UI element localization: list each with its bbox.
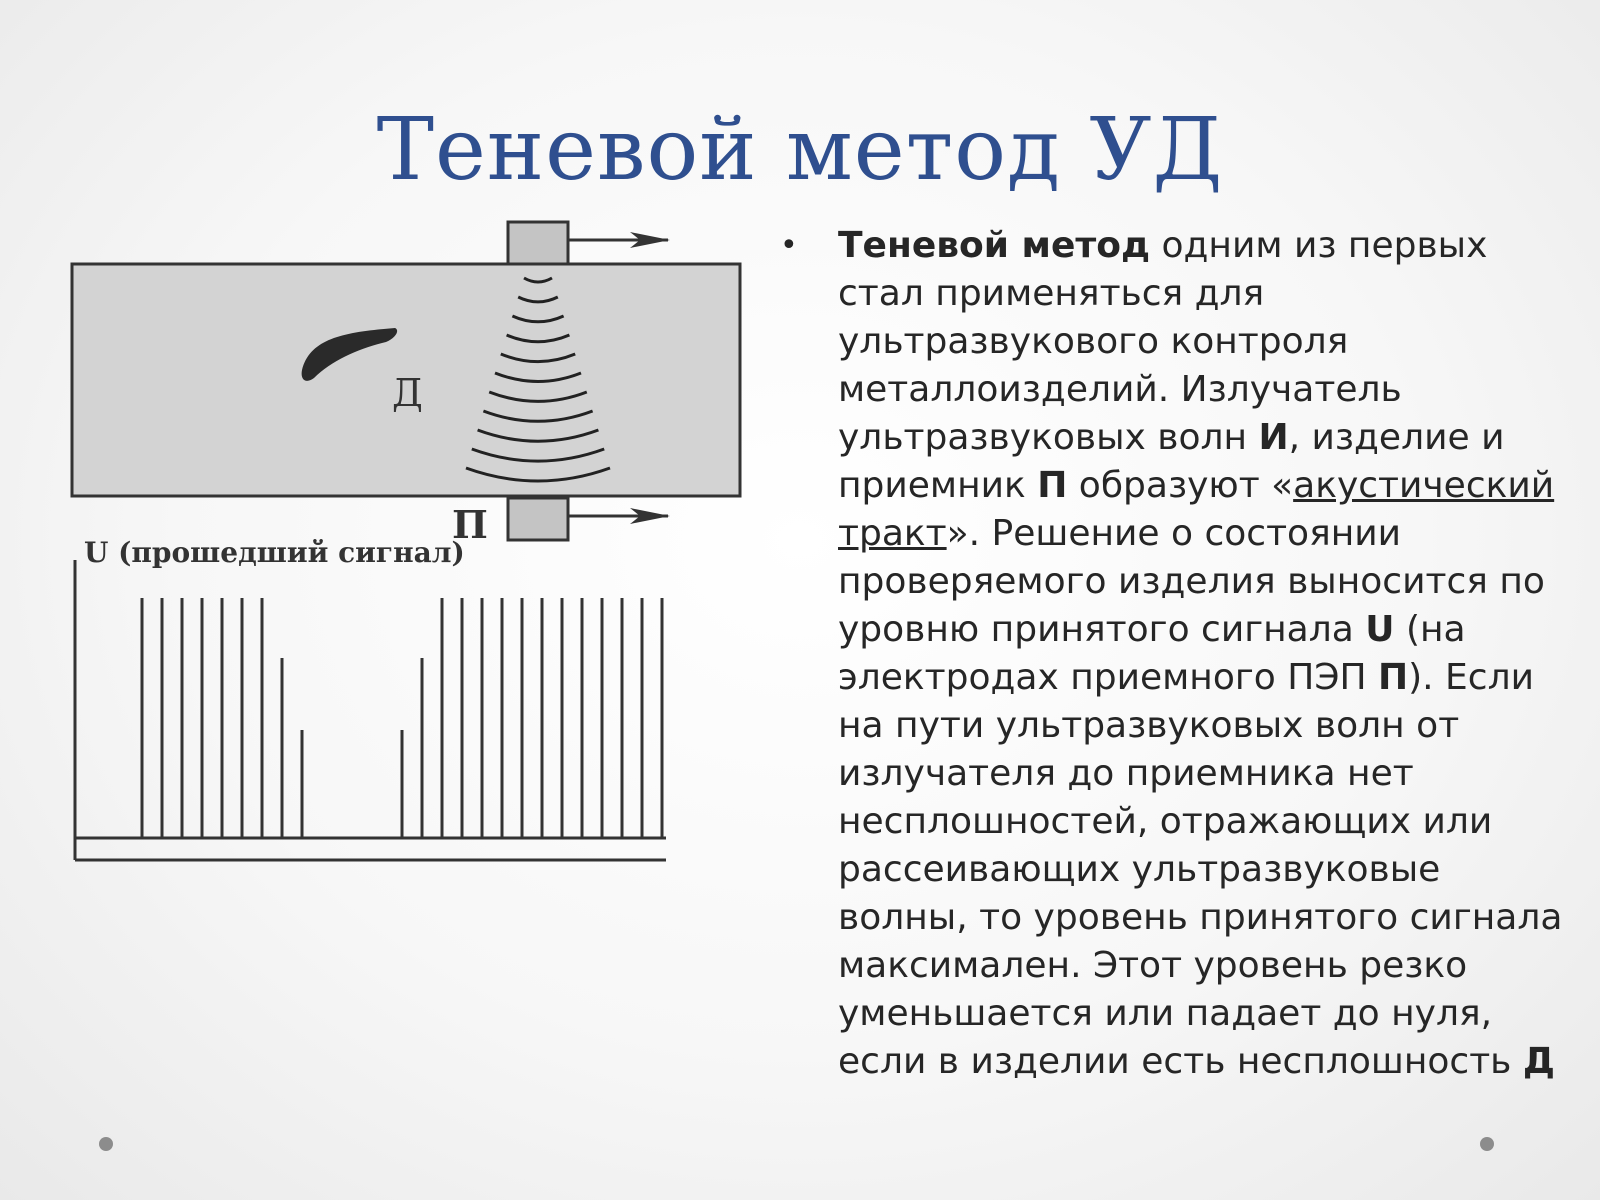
slide-title: Теневой метод УД (376, 100, 1224, 200)
text-part-1: одним из первых стал применяться для ультразвукового контроля металлоизделий. Излучатель ультразвуковых волн (838, 225, 1488, 458)
text-part-3: образуют « (1067, 465, 1294, 506)
term-receiver: П (1037, 465, 1068, 506)
description-block (780, 222, 1580, 1086)
term-emitter: И (1258, 417, 1289, 458)
receiver-label: П (452, 502, 488, 547)
slide-dot-left (99, 1137, 113, 1151)
slide-dot-right (1480, 1137, 1494, 1151)
signal-pulses (142, 598, 662, 838)
term-signal-u: U (1365, 609, 1395, 650)
term-receiver-2: П (1377, 657, 1409, 698)
diagram-svg (70, 220, 760, 880)
defect-label: Д (392, 371, 423, 415)
receiver-transducer (508, 498, 568, 540)
bullet-item (780, 222, 1580, 1086)
emitter-transducer (508, 222, 568, 264)
text-part-2: , изделие и приемник (838, 417, 1505, 506)
term-acoustic-path: акустический тракт (838, 465, 1555, 554)
term-defect: Д (1522, 1041, 1555, 1082)
text-part-6: ). Если на пути ультразвуковых волн от излучателя до приемника нет несплошностей, отражающих или рассеивающих ультразвуковые волны, то уровень принятого сигнала максимален. Этот уровень резко уменьшается или падает до нуля, если в изделии есть несплошность (838, 657, 1563, 1082)
shadow-method-diagram (70, 220, 760, 880)
signal-axis-label: U (прошедший сигнал) (84, 536, 465, 569)
text-part-4: ». Решение о состоянии проверяемого изделия выносится по уровню принятого сигнала (838, 513, 1545, 650)
term-shadow-method: Теневой метод (838, 225, 1151, 266)
text-part-5: (на электродах приемного ПЭП (838, 609, 1466, 698)
bullet-dot-icon: • (780, 228, 798, 263)
